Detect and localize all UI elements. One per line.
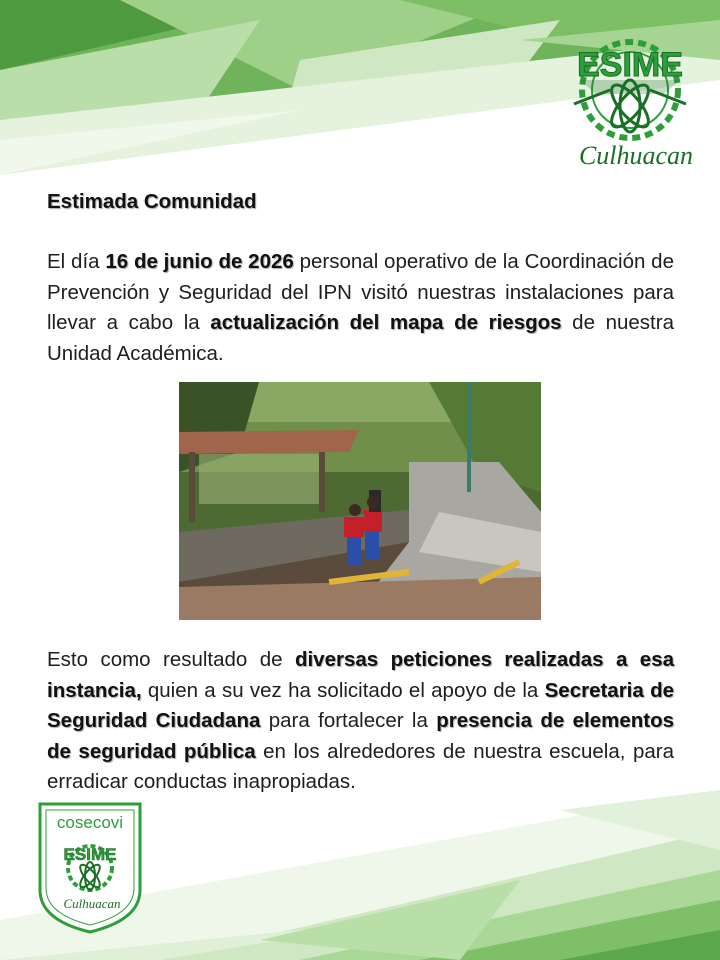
svg-text:Culhuacan: Culhuacan — [578, 141, 694, 170]
svg-text:ESIME: ESIME — [63, 845, 117, 864]
cosecovi-badge-logo — [36, 800, 144, 936]
svg-text:Culhuacan: Culhuacan — [63, 896, 121, 911]
svg-text:cosecovi: cosecovi — [56, 813, 124, 832]
svg-text:ESIME: ESIME — [577, 46, 683, 84]
visit-date: 16 de junio de 2026 — [105, 250, 294, 273]
greeting: Estimada Comunidad — [47, 190, 257, 213]
security-presence-highlight: presencia de elementos de seguridad pública — [47, 709, 674, 763]
secretaria-highlight: Secretaria de Seguridad Ciudadana — [47, 678, 674, 732]
requests-highlight: diversas peticiones realizadas a esa instancia, — [47, 648, 674, 702]
campus-photo — [179, 382, 541, 620]
esime-logo — [560, 28, 710, 173]
paragraph-security: Esto como resultado de diversas peticiones realizadas a esa instancia, quien a su vez ha solicitado el apoyo de la Secretaria de Seguridad Ciudadana para fortalecer la presencia de elementos de seguridad pública en los alrededores de nuestra escuela, para erradicar conductas inapropiadas. — [47, 648, 674, 793]
risk-map-update: actualización del mapa de riesgos — [210, 311, 562, 334]
paragraph-visit: El día 16 de junio de 2026 personal operativo de la Coordinación de Prevención y Seguridad del IPN visitó nuestras instalaciones para llevar a cabo la actualización del mapa de riesgos de nuestra Unidad Académica. — [47, 250, 674, 365]
